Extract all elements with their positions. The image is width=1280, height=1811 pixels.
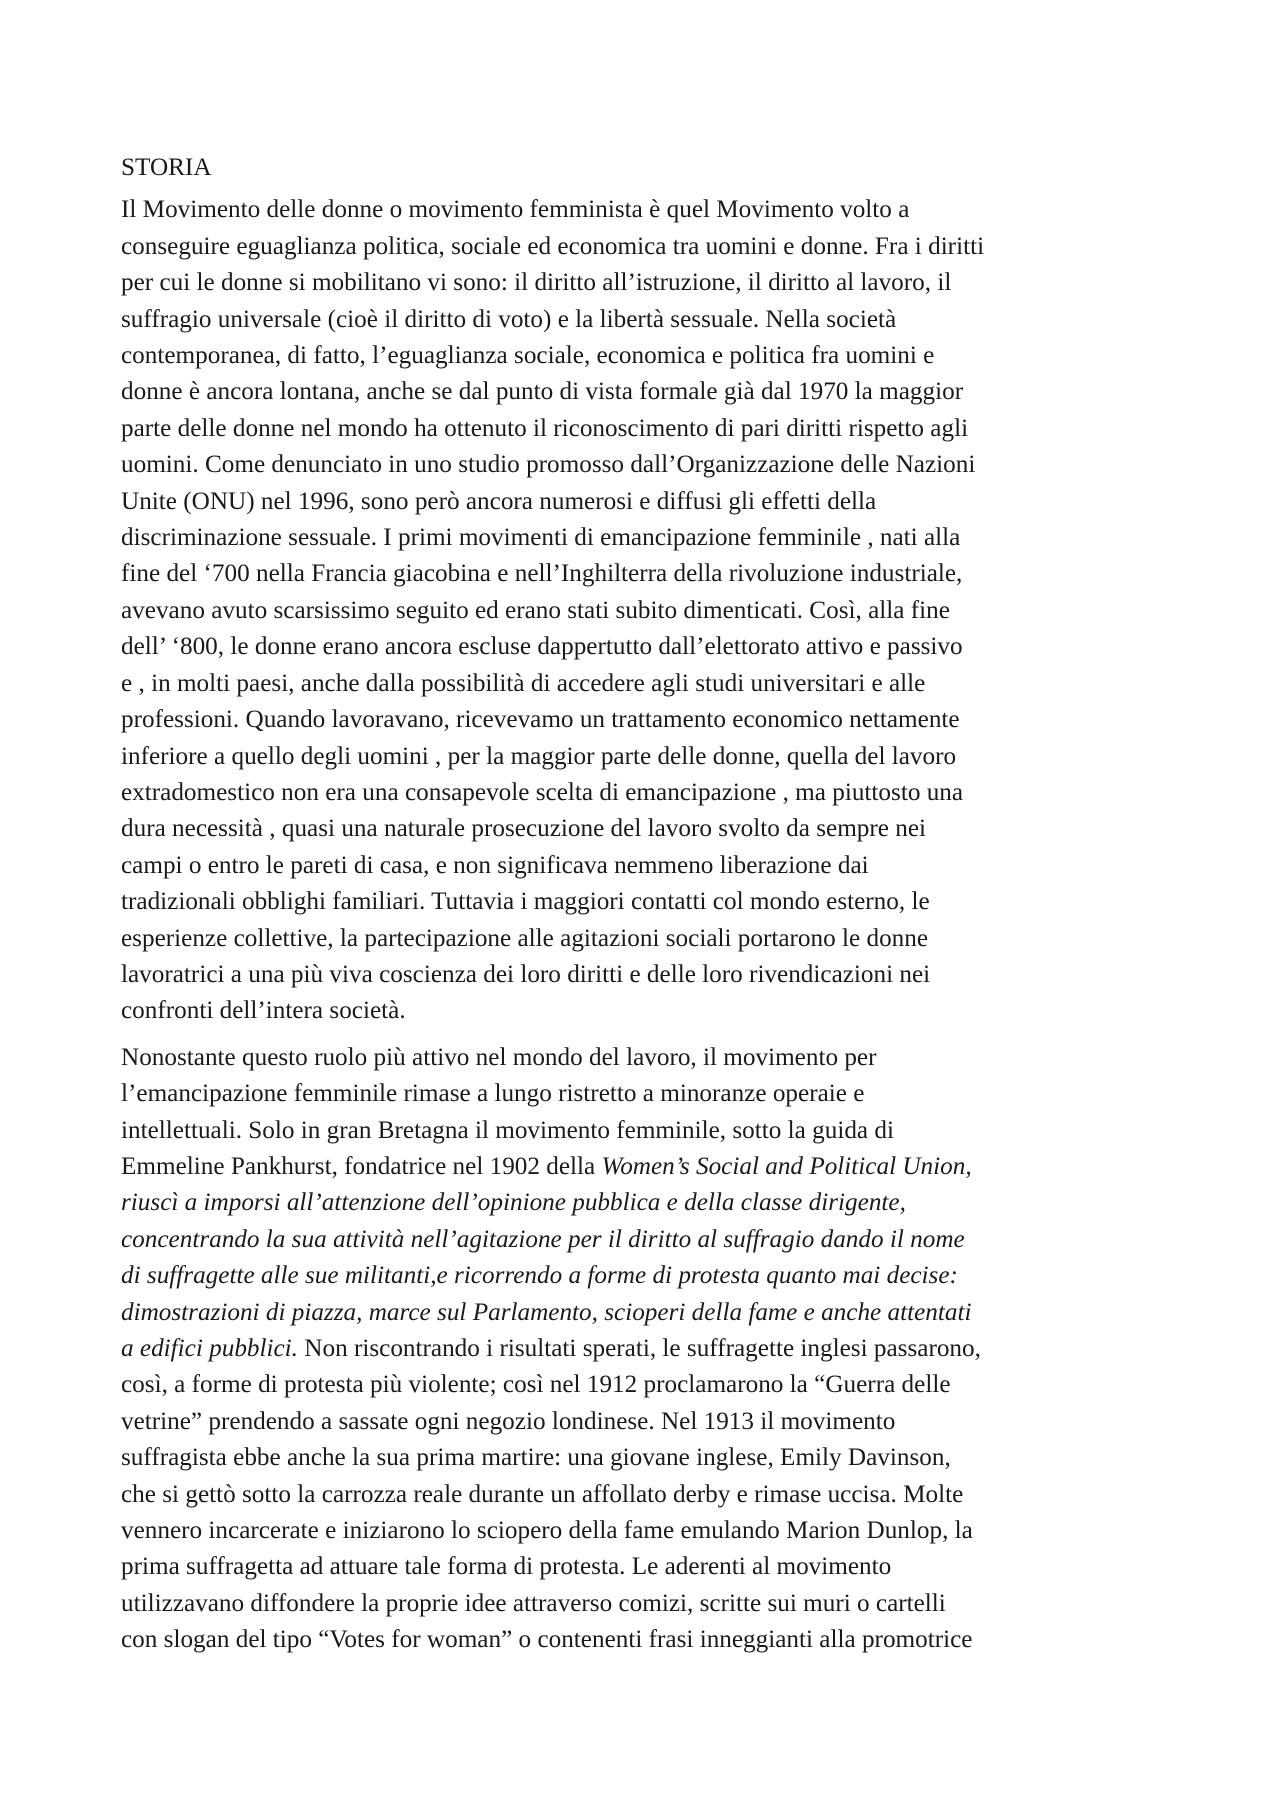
italic-text-line: dimostrazioni di piazza, marce sul Parlamento, scioperi della fame e anche attentati <box>121 1298 972 1326</box>
text-line: suffragio universale (cioè il diritto di voto) e la libertà sessuale. Nella società <box>121 305 897 333</box>
text-line: confronti dell’intera società. <box>121 997 406 1025</box>
document-body <box>121 150 1151 1669</box>
text-line: vennero incarcerate e iniziarono lo sciopero della fame emulando Marion Dunlop, la <box>121 1517 973 1545</box>
text-line: utilizzavano diffondere la proprie idee attraverso comizi, scritte sui muri o cartelli <box>121 1589 946 1617</box>
text-line: vetrine” prendendo a sassate ogni negozio londinese. Nel 1913 il movimento <box>121 1407 896 1435</box>
text-line: per cui le donne si mobilitano vi sono: il diritto all’istruzione, il diritto al lavoro, il <box>121 269 952 297</box>
italic-org-name: Women’s Social and Political Union, <box>601 1152 972 1180</box>
text-line: professioni. Quando lavoravano, ricevevamo un trattamento economico nettamente <box>121 706 960 734</box>
text-line <box>121 1149 1151 1185</box>
text-line: conseguire eguaglianza politica, sociale ed economica tra uomini e donne. Fra i diritti <box>121 232 985 260</box>
text-line: così, a forme di protesta più violente; così nel 1912 proclamarono la “Guerra delle <box>121 1371 951 1399</box>
text-line: prima suffragetta ad attuare tale forma di protesta. Le aderenti al movimento <box>121 1553 892 1581</box>
text-line: fine del ‘700 nella Francia giacobina e nell’Inghilterra della rivoluzione industriale, <box>121 560 963 588</box>
text-fragment: Emmeline Pankhurst, fondatrice nel 1902 della <box>121 1152 602 1180</box>
text-line: uomini. Come denunciato in uno studio promosso dall’Organizzazione delle Nazioni <box>121 451 976 479</box>
text-line <box>121 1331 1151 1367</box>
italic-text-line: di suffragette alle sue militanti,e ricorrendo a forme di protesta quanto mai decise: <box>121 1262 958 1290</box>
text-line: dura necessità , quasi una naturale prosecuzione del lavoro svolto da sempre nei <box>121 815 927 843</box>
text-line: donne è ancora lontana, anche se dal punto di vista formale già dal 1970 la maggior <box>121 378 964 406</box>
italic-text-line: concentrando la sua attività nell’agitazione per il diritto al suffragio dando il nome <box>121 1225 965 1253</box>
text-line: e , in molti paesi, anche dalla possibilità di accedere agli studi universitari e alle <box>121 669 926 697</box>
text-line: tradizionali obblighi familiari. Tuttavia i maggiori contatti col mondo esterno, le <box>121 888 930 916</box>
text-line: inferiore a quello degli uomini , per la maggior parte delle donne, quella del lavoro <box>121 742 957 770</box>
text-line: contemporanea, di fatto, l’eguaglianza sociale, economica e politica fra uomini e <box>121 342 935 370</box>
text-line: discriminazione sessuale. I primi movimenti di emancipazione femminile , nati alla <box>121 524 961 552</box>
text-line: lavoratrici a una più viva coscienza dei loro diritti e delle loro rivendicazioni nei <box>121 960 931 988</box>
text-line: Il Movimento delle donne o movimento femminista è quel Movimento volto a <box>121 196 910 224</box>
text-line: extradomestico non era una consapevole scelta di emancipazione , ma piuttosto una <box>121 778 964 806</box>
text-line: l’emancipazione femminile rimase a lungo ristretto a minoranze operaie e <box>121 1080 865 1108</box>
text-line: avevano avuto scarsissimo seguito ed erano stati subito dimenticati. Così, alla fine <box>121 596 950 624</box>
text-line: suffragista ebbe anche la sua prima martire: una giovane inglese, Emily Davinson, <box>121 1444 951 1472</box>
section-heading: STORIA <box>121 154 212 181</box>
text-line: Unite (ONU) nel 1996, sono però ancora numerosi e diffusi gli effetti della <box>121 487 877 515</box>
paragraph-1 <box>121 192 1151 1029</box>
text-line: intellettuali. Solo in gran Bretagna il movimento femminile, sotto la guida di <box>121 1116 894 1144</box>
italic-text-line: riuscì a imporsi all’attenzione dell’opinione pubblica e della classe dirigente, <box>121 1189 906 1217</box>
text-line: che si gettò sotto la carrozza reale durante un affollato derby e rimase uccisa. Molte <box>121 1480 964 1508</box>
italic-fragment: a edifici pubblici. <box>121 1335 298 1362</box>
text-line: esperienze collettive, la partecipazione alle agitazioni sociali portarono le donne <box>121 924 929 952</box>
text-line: campi o entro le pareti di casa, e non significava nemmeno liberazione dai <box>121 851 869 879</box>
text-line: con slogan del tipo “Votes for woman” o contenenti frasi inneggianti alla promotrice <box>121 1626 973 1654</box>
text-fragment: Non riscontrando i risultati sperati, le suffragette inglesi passarono, <box>297 1335 981 1362</box>
paragraph-2 <box>121 1040 1151 1659</box>
text-line: dell’ ‘800, le donne erano ancora escluse dappertutto dall’elettorato attivo e passivo <box>121 633 963 661</box>
text-line: Nonostante questo ruolo più attivo nel mondo del lavoro, il movimento per <box>121 1043 877 1071</box>
text-line: parte delle donne nel mondo ha ottenuto il riconoscimento di pari diritti rispetto agli <box>121 414 969 442</box>
